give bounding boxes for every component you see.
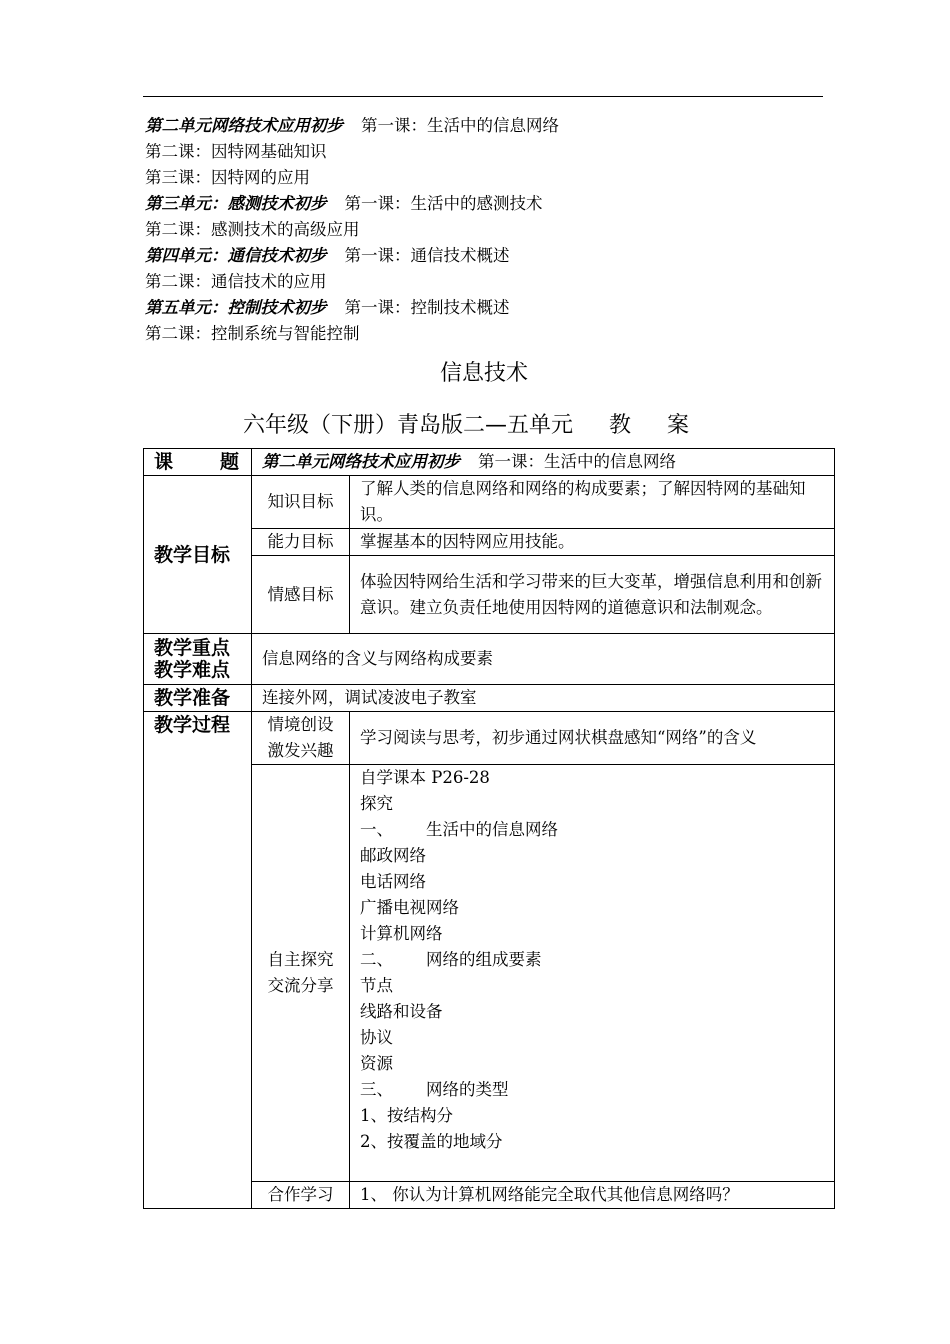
coop-label: 合作学习 xyxy=(252,1182,350,1209)
toc-unit-title: 第三单元：感测技术初步 xyxy=(145,194,327,213)
explore-line-text: 电话网络 xyxy=(360,872,426,891)
topic-label xyxy=(144,449,252,476)
toc-line xyxy=(145,295,825,321)
scenario-label-2: 激发兴趣 xyxy=(267,741,334,760)
toc-line xyxy=(145,113,825,139)
toc-lesson: 第一课：生活中的信息网络 xyxy=(361,116,559,135)
ability-label: 能力目标 xyxy=(252,529,350,556)
explore-line xyxy=(360,973,828,999)
explore-line xyxy=(360,1025,828,1051)
toc-line xyxy=(145,139,825,165)
toc-unit-title: 第二单元网络技术应用初步 xyxy=(145,116,343,135)
process-row-scenario xyxy=(144,712,835,765)
plan-title xyxy=(0,408,950,439)
toc-line xyxy=(145,165,825,191)
toc-lesson: 第二课：通信技术的应用 xyxy=(145,272,327,291)
plan-label: 教案 xyxy=(609,413,726,438)
scenario-text: 学习阅读与思考，初步通过网状棋盘感知“网络”的含义 xyxy=(350,712,835,765)
goals-label: 教学目标 xyxy=(144,476,252,634)
explore-line xyxy=(360,1051,828,1077)
toc-line xyxy=(145,217,825,243)
explore-line-prefix: 三、 xyxy=(360,1080,393,1099)
explore-line-text: 探究 xyxy=(360,794,393,813)
topic-label-char: 题 xyxy=(219,451,239,473)
explore-line-text: 广播电视网络 xyxy=(360,898,459,917)
plan-subtitle: 六年级（下册）青岛版二—五单元 xyxy=(242,413,573,438)
toc-line xyxy=(145,191,825,217)
lesson-plan-table xyxy=(143,448,835,1209)
explore-line xyxy=(360,999,828,1025)
emotion-label: 情感目标 xyxy=(252,556,350,634)
unit-lesson-list xyxy=(145,113,825,347)
explore-line xyxy=(360,869,828,895)
toc-unit-title: 第五单元：控制技术初步 xyxy=(145,298,327,317)
explore-line-text: 1、按结构分 xyxy=(360,1106,453,1125)
explore-line-text: 资源 xyxy=(360,1054,393,1073)
explore-line-text: 网络的组成要素 xyxy=(426,950,542,969)
explore-line xyxy=(360,895,828,921)
topic-unit: 第二单元网络技术应用初步 xyxy=(262,452,460,471)
ability-text: 掌握基本的因特网应用技能。 xyxy=(350,529,835,556)
goal-row-knowledge xyxy=(144,476,835,529)
explore-line-text: 2、按覆盖的地域分 xyxy=(360,1132,503,1151)
explore-line xyxy=(360,1129,828,1155)
explore-line-prefix: 一、 xyxy=(360,820,393,839)
explore-label-2: 交流分享 xyxy=(267,976,334,995)
explore-line-text: 协议 xyxy=(360,1028,393,1047)
explore-line xyxy=(360,843,828,869)
focus-label xyxy=(144,634,252,685)
toc-line xyxy=(145,321,825,347)
toc-line xyxy=(145,269,825,295)
explore-line xyxy=(360,1103,828,1129)
topic-lesson: 第一课：生活中的信息网络 xyxy=(478,452,676,471)
toc-lesson: 第一课：通信技术概述 xyxy=(344,246,510,265)
explore-line xyxy=(360,921,828,947)
topic-label-char: 课 xyxy=(154,451,174,473)
explore-line xyxy=(360,947,828,973)
explore-line-text: 邮政网络 xyxy=(360,846,426,865)
knowledge-label: 知识目标 xyxy=(252,476,350,529)
focus-label-1: 教学重点 xyxy=(154,637,231,659)
toc-lesson: 第二课：控制系统与智能控制 xyxy=(145,324,360,343)
toc-unit-title: 第四单元：通信技术初步 xyxy=(145,246,327,265)
prep-text: 连接外网，调试凌波电子教室 xyxy=(252,685,835,712)
prep-label: 教学准备 xyxy=(144,685,252,712)
header-rule xyxy=(143,96,823,97)
explore-line xyxy=(360,765,828,791)
emotion-text: 体验因特网给生活和学习带来的巨大变革，增强信息利用和创新意识。建立负责任地使用因特网的道德意识和法制观念。 xyxy=(350,556,835,634)
focus-row xyxy=(144,634,835,685)
focus-text: 信息网络的含义与网络构成要素 xyxy=(252,634,835,685)
explore-line-text: 自学课本 P26-28 xyxy=(360,768,490,787)
toc-line xyxy=(145,243,825,269)
scenario-label-1: 情境创设 xyxy=(267,715,334,734)
explore-label xyxy=(252,765,350,1182)
coop-text: 1、 你认为计算机网络能完全取代其他信息网络吗？ xyxy=(350,1182,835,1209)
toc-lesson: 第一课：生活中的感测技术 xyxy=(344,194,543,213)
explore-list xyxy=(360,765,828,1155)
process-label: 教学过程 xyxy=(144,712,252,1209)
toc-lesson: 第三课：因特网的应用 xyxy=(145,168,310,187)
knowledge-text: 了解人类的信息网络和网络的构成要素；了解因特网的基础知识。 xyxy=(350,476,835,529)
explore-line-text: 线路和设备 xyxy=(360,1002,443,1021)
explore-content xyxy=(350,765,835,1182)
prep-row xyxy=(144,685,835,712)
scenario-label xyxy=(252,712,350,765)
subject-title: 信息技术 xyxy=(439,361,528,386)
toc-lesson: 第二课：感测技术的高级应用 xyxy=(145,220,360,239)
explore-line xyxy=(360,1077,828,1103)
topic-value xyxy=(252,449,835,476)
toc-lesson: 第一课：控制技术概述 xyxy=(344,298,510,317)
explore-line-text: 计算机网络 xyxy=(360,924,443,943)
explore-line-text: 节点 xyxy=(360,976,393,995)
explore-line-text: 生活中的信息网络 xyxy=(426,820,558,839)
topic-row xyxy=(144,449,835,476)
explore-line-prefix: 二、 xyxy=(360,950,393,969)
toc-lesson: 第二课：因特网基础知识 xyxy=(145,142,327,161)
explore-line xyxy=(360,791,828,817)
explore-line-text: 网络的类型 xyxy=(426,1080,509,1099)
explore-line xyxy=(360,817,828,843)
explore-label-1: 自主探究 xyxy=(267,950,334,969)
focus-label-2: 教学难点 xyxy=(154,659,231,681)
